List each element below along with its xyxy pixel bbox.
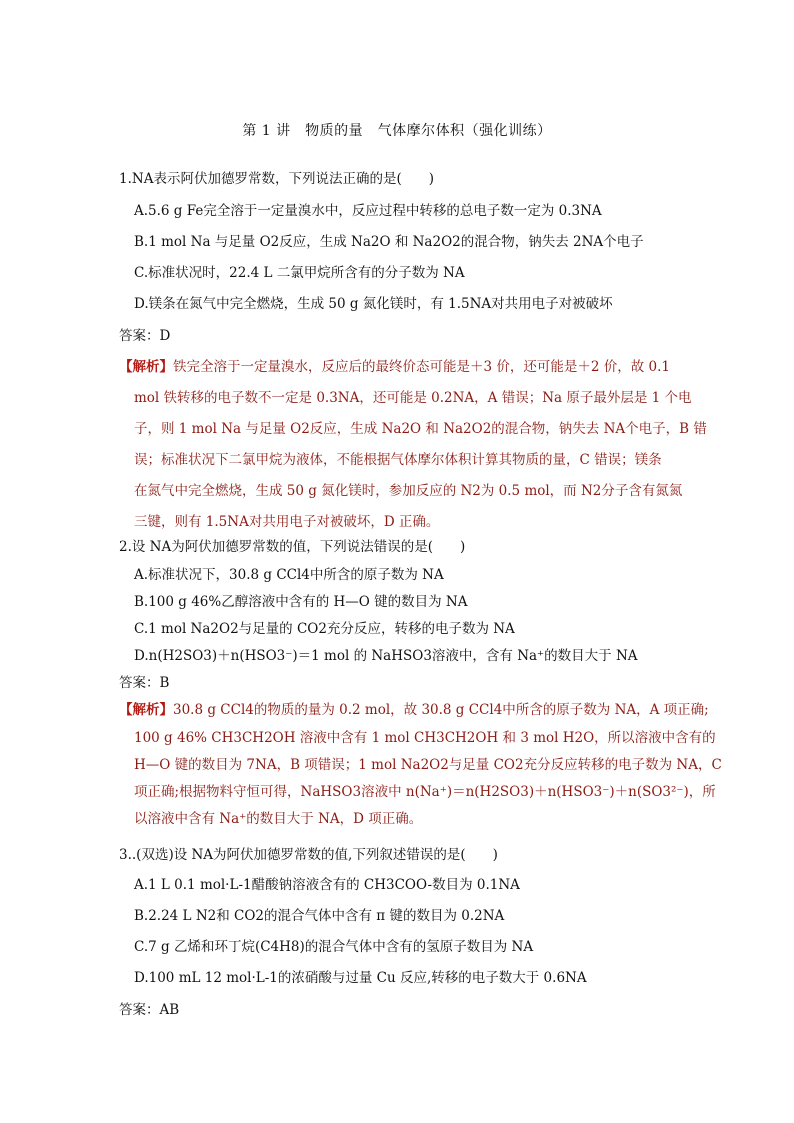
page-title: 第 1 讲 物质的量 气体摩尔体积（强化训练）: [242, 123, 552, 139]
question-2-stem: 2.设 NA为阿伏加德罗常数的值，下列说法错误的是( ): [119, 539, 466, 555]
question-3-option-b: B.2.24 L N2和 CO2的混合气体中含有 π 键的数目为 0.2NA: [134, 908, 505, 924]
analysis-tag: 【解析】: [119, 359, 173, 375]
question-2-option-a: A.标准状况下，30.8 g CCl4中所含的原子数为 NA: [134, 567, 444, 583]
question-2-analysis-line: 项正确;根据物料守恒可得，NaHSO3溶液中 n(Na⁺)＝n(H2SO3)＋n(HSO3⁻)＋n(SO3²⁻)，所: [134, 784, 716, 800]
question-1-stem: 1.NA表示阿伏加德罗常数，下列说法正确的是( ): [119, 171, 434, 187]
question-2-option-c: C.1 mol Na2O2与足量的 CO2充分反应，转移的电子数为 NA: [134, 621, 515, 637]
question-1-option-d: D.镁条在氮气中完全燃烧，生成 50 g 氮化镁时，有 1.5NA对共用电子对被破坏: [134, 296, 613, 312]
question-1-analysis-line: 在氮气中完全燃烧，生成 50 g 氮化镁时，参加反应的 N2为 0.5 mol，而 N2分子含有氮氮: [134, 483, 683, 499]
question-2-analysis-line: H—O 键的数目为 7NA，B 项错误；1 mol Na2O2与足量 CO2充分反应转移的电子数为 NA，C: [134, 757, 722, 773]
question-2-analysis-line: 以溶液中含有 Na⁺的数目大于 NA，D 项正确。: [134, 811, 423, 827]
question-1-analysis-line: 误；标准状况下二氯甲烷为液体，不能根据气体摩尔体积计算其物质的量，C 错误；镁条: [134, 452, 662, 468]
question-1-option-a: A.5.6 g Fe完全溶于一定量溴水中，反应过程中转移的总电子数一定为 0.3NA: [134, 203, 602, 219]
question-2-analysis-line: 100 g 46% CH3CH2OH 溶液中含有 1 mol CH3CH2OH 和 3 mol H2O，所以溶液中含有的: [134, 730, 716, 746]
question-2-option-b: B.100 g 46%乙醇溶液中含有的 H—O 键的数目为 NA: [134, 594, 468, 610]
question-2-answer: 答案：B: [119, 675, 170, 691]
question-3-option-c: C.7 g 乙烯和环丁烷(C4H8)的混合气体中含有的氢原子数目为 NA: [134, 939, 534, 955]
question-3-option-a: A.1 L 0.1 mol·L-1醋酸钠溶液含有的 CH3COO-数目为 0.1NA: [134, 877, 520, 893]
question-1-analysis-line: mol 铁转移的电子数不一定是 0.3NA，还可能是 0.2NA，A 错误；Na 原子最外层是 1 个电: [134, 390, 692, 406]
question-3-option-d: D.100 mL 12 mol·L-1的浓硝酸与过量 Cu 反应,转移的电子数大于 0.6NA: [134, 970, 587, 986]
analysis-tag: 【解析】: [119, 702, 173, 718]
analysis-text: 30.8 g CCl4的物质的量为 0.2 mol，故 30.8 g CCl4中所含的原子数为 NA，A 项正确;: [173, 702, 709, 718]
analysis-text: 铁完全溶于一定量溴水，反应后的最终价态可能是＋3 价，还可能是＋2 价，故 0.1: [173, 359, 671, 375]
question-3-stem: 3..(双选)设 NA为阿伏加德罗常数的值,下列叙述错误的是( ): [119, 847, 498, 863]
question-3-answer: 答案：AB: [119, 1002, 180, 1018]
question-1-analysis-line: [119, 358, 670, 376]
question-1-analysis-line: 三键，则有 1.5NA对共用电子对被破坏，D 正确。: [134, 514, 440, 530]
question-2-analysis-line: [119, 701, 709, 719]
question-1-analysis-line: 子，则 1 mol Na 与足量 O2反应，生成 Na2O 和 Na2O2的混合物，钠失去 NA个电子，B 错: [134, 421, 707, 437]
question-1-answer: 答案：D: [119, 328, 171, 344]
question-1-option-b: B.1 mol Na 与足量 O2反应，生成 Na2O 和 Na2O2的混合物，钠失去 2NA个电子: [134, 234, 644, 250]
question-2-option-d: D.n(H2SO3)＋n(HSO3⁻)＝1 mol 的 NaHSO3溶液中，含有 Na⁺的数目大于 NA: [134, 648, 638, 664]
question-1-option-c: C.标准状况时，22.4 L 二氯甲烷所含有的分子数为 NA: [134, 265, 465, 281]
